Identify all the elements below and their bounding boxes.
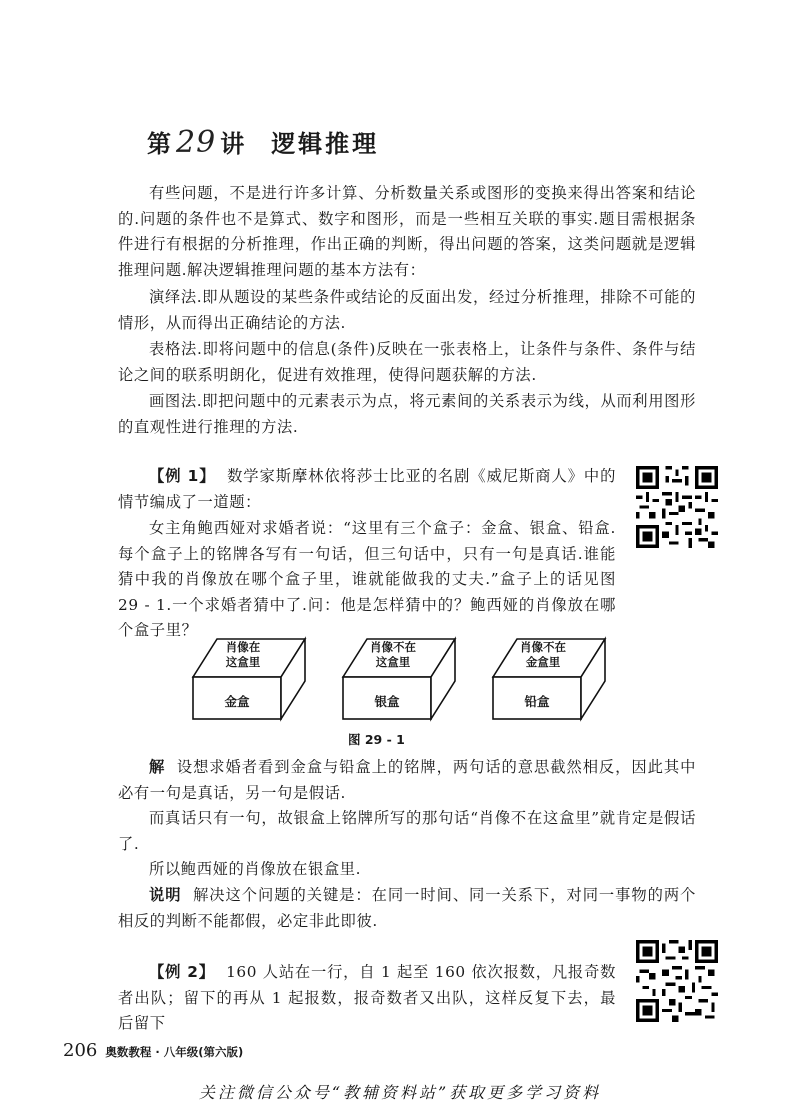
solution-paragraph-2: 而真话只有一句，故银盒上铭牌所写的那句话“肖像不在这盒里”就肯定是假话了. — [118, 809, 696, 853]
intro-paragraph-2: 演绎法.即从题设的某些条件或结论的反面出发，经过分析推理，排除不可能的情形，从而得出正确结论的方法. — [118, 288, 696, 332]
example-1-intro — [118, 464, 616, 515]
example-1-question: 女主角鲍西娅对求婚者说：“这里有三个盒子：金盒、银盒、铅盒.每个盒子上的铭牌各写有一句话，但三句话中，只有一句是真话.谁能猜中我的肖像放在哪个盒子里，谁就能做我的丈夫.”盒子上的话见图 29 - 1.一个求婚者猜中了.问：他是怎样猜中的？鲍西娅的肖像放在哪个盒子里？ — [118, 519, 616, 639]
box-note-line: 金盒里 — [525, 655, 561, 669]
intro-paragraph-1: 有些问题，不是进行许多计算、分析数量关系或图形的变换来得出答案和结论的.问题的条件也不是算式、数字和图形，而是一些相互关联的事实.题目需根据条件进行有根据的分析推理，作出正确的判断，得出问题的答案，这类问题就是逻辑推理问题.解决逻辑推理问题的基本方法有： — [118, 184, 696, 279]
solution-text-1: 设想求婚者看到金盒与铅盒上的铭牌，两句话的意思截然相反，因此其中必有一句是真话，另一句是假话. — [118, 758, 696, 802]
box-label: 银盒 — [374, 694, 400, 709]
page-number: 206 — [63, 1040, 98, 1061]
note-tag: 说明 — [149, 886, 182, 904]
box-note-line: 肖像在 — [225, 640, 261, 654]
box-label: 金盒 — [224, 694, 250, 709]
solution-paragraph-3: 所以鲍西娅的肖像放在银盒里. — [149, 860, 362, 878]
note-text: 解决这个问题的关键是：在同一时间、同一关系下，对同一事物的两个相反的判断不能都假，必定非此即彼. — [118, 886, 696, 930]
intro-paragraph-3: 表格法.即将问题中的信息(条件)反映在一张表格上，让条件与条件、条件与结论之间的联系明朗化，促进有效推理，使得问题获解的方法. — [118, 340, 696, 384]
solution-paragraph-1 — [118, 755, 696, 806]
box-note — [212, 640, 274, 670]
example-2-tag: 【例 2】 — [149, 963, 215, 981]
box-note-line: 这盒里 — [375, 655, 411, 669]
box-note-line: 这盒里 — [225, 655, 261, 669]
lead-box — [490, 636, 608, 722]
gold-box — [190, 636, 308, 722]
chapter-number: 29 — [176, 125, 217, 160]
chapter-title — [147, 124, 379, 160]
example-2-text: 160 人站在一行，自 1 起至 160 依次报数，凡报奇数者出队；留下的再从 1 起报数，报奇数者又出队，这样反复下去，最后留下 — [118, 963, 616, 1032]
watermark: 关注微信公众号“教辅资料站”获取更多学习资料 — [198, 1083, 602, 1102]
box-note-line: 肖像不在 — [520, 640, 566, 654]
qr-code-icon — [636, 940, 718, 1022]
figure-caption: 图 29 - 1 — [348, 732, 405, 747]
solution-note — [118, 883, 696, 934]
qr-code-example-1[interactable] — [636, 466, 718, 548]
box-note-line: 肖像不在 — [370, 640, 416, 654]
box-note — [512, 640, 574, 670]
chapter-topic: 逻辑推理 — [271, 130, 380, 158]
solution-tag: 解 — [149, 758, 166, 776]
page-footer — [63, 1040, 243, 1061]
intro-paragraph-4: 画图法.即把问题中的元素表示为点，将元素间的关系表示为线，从而利用图形的直观性进行推理的方法. — [118, 392, 696, 436]
book-title: 奥数教程 · 八年级(第六版) — [105, 1045, 244, 1059]
qr-code-example-2[interactable] — [636, 940, 718, 1022]
qr-code-icon — [636, 466, 718, 548]
chapter-suffix: 讲 — [220, 130, 246, 158]
box-label: 铅盒 — [524, 694, 550, 709]
silver-box — [340, 636, 458, 722]
example-2 — [118, 960, 616, 1037]
example-1-text: 数学家斯摩林依将莎士比亚的名剧《威尼斯商人》中的情节编成了一道题： — [118, 467, 616, 511]
figure-29-1 — [190, 636, 600, 726]
example-1-tag: 【例 1】 — [149, 467, 216, 485]
box-note — [362, 640, 424, 670]
chapter-prefix: 第 — [147, 130, 172, 158]
